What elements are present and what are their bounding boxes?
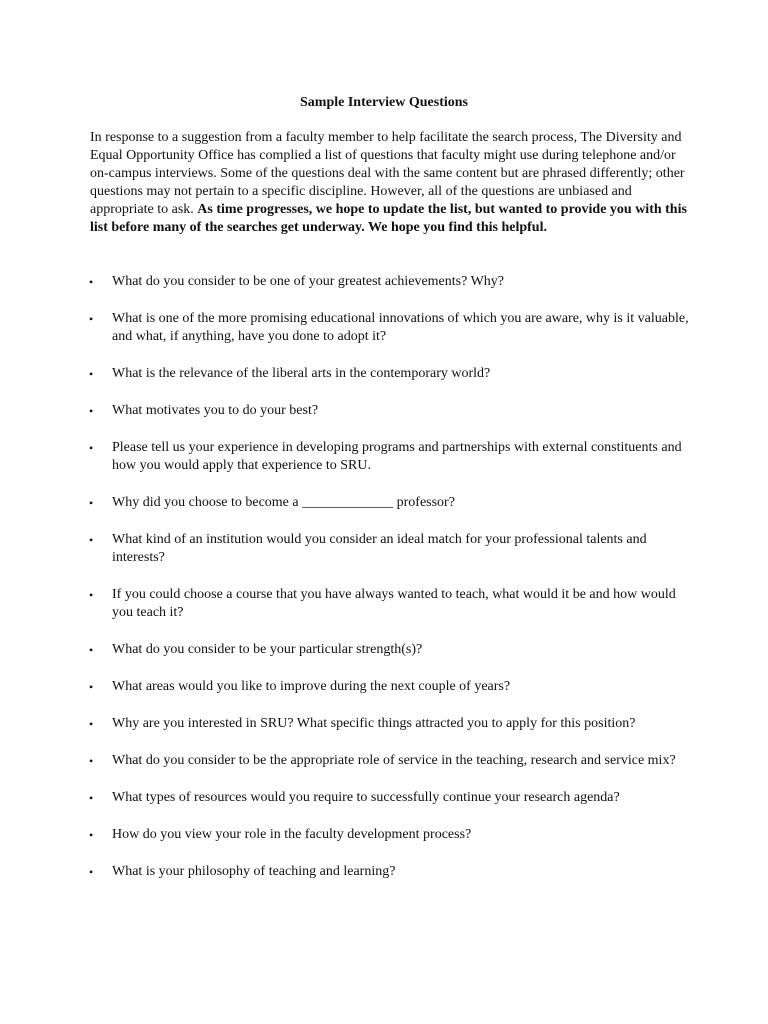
question-text: What do you consider to be your particular strength(s)? (112, 642, 423, 657)
intro-bold-text: As time progresses, we hope to update the list, but wanted to provide you with this list before many of the searches get underway. We hope you find this helpful. (90, 202, 687, 235)
bullet-icon: • (89, 441, 94, 455)
bullet-icon: • (89, 717, 94, 731)
bullet-icon: • (89, 680, 94, 694)
question-item (0, 439, 692, 475)
question-text: What areas would you like to improve during the next couple of years? (112, 679, 511, 694)
question-item (0, 494, 692, 512)
bullet-icon: • (89, 754, 94, 768)
question-list (0, 273, 768, 900)
question-text: How do you view your role in the faculty development process? (112, 827, 472, 842)
question-item (0, 678, 692, 696)
bullet-icon: • (89, 533, 94, 547)
question-item (0, 752, 692, 770)
question-item (0, 863, 692, 881)
question-text: What is your philosophy of teaching and learning? (112, 864, 396, 879)
bullet-icon: • (89, 828, 94, 842)
bullet-icon: • (89, 275, 94, 289)
question-item (0, 826, 692, 844)
question-item (0, 641, 692, 659)
question-text: What motivates you to do your best? (112, 403, 319, 418)
question-text: What do you consider to be one of your greatest achievements? Why? (112, 274, 504, 289)
question-item (0, 310, 692, 346)
document-title: Sample Interview Questions (300, 95, 468, 110)
question-item (0, 531, 692, 567)
intro-text: In response to a suggestion from a faculty member to help facilitate the search process, The Diversity and Equal Opportunity Office has complied a list of questions that faculty might use during telephone and/or on-campus interviews. Some of the questions deal with the same content but are phrased differently; other questions may not pertain to a specific discipline. However, all of the questions are unbiased and appropriate to ask. (90, 130, 685, 217)
question-text: What types of resources would you require to successfully continue your research agenda? (112, 790, 620, 805)
question-text: What do you consider to be the appropriate role of service in the teaching, research and service mix? (112, 753, 676, 768)
bullet-icon: • (89, 496, 94, 510)
intro-paragraph (90, 129, 690, 237)
bullet-icon: • (89, 367, 94, 381)
question-item (0, 586, 692, 622)
question-text: What kind of an institution would you consider an ideal match for your professional talents and interests? (112, 532, 647, 565)
question-item (0, 365, 692, 383)
question-item (0, 402, 692, 420)
bullet-icon: • (89, 791, 94, 805)
question-text: Why are you interested in SRU? What specific things attracted you to apply for this position? (112, 716, 636, 731)
bullet-icon: • (89, 312, 94, 326)
question-text: Why did you choose to become a _____________ professor? (112, 495, 455, 510)
question-item (0, 273, 692, 291)
question-item (0, 715, 692, 733)
question-text: If you could choose a course that you have always wanted to teach, what would it be and how would you teach it? (112, 587, 676, 620)
bullet-icon: • (89, 865, 94, 879)
bullet-icon: • (89, 588, 94, 602)
question-text: Please tell us your experience in developing programs and partnerships with external constituents and how you would apply that experience to SRU. (112, 440, 682, 473)
bullet-icon: • (89, 643, 94, 657)
question-text: What is one of the more promising educational innovations of which you are aware, why is it valuable, and what, if anything, have you done to adopt it? (112, 311, 689, 344)
bullet-icon: • (89, 404, 94, 418)
question-text: What is the relevance of the liberal arts in the contemporary world? (112, 366, 491, 381)
question-item (0, 789, 692, 807)
